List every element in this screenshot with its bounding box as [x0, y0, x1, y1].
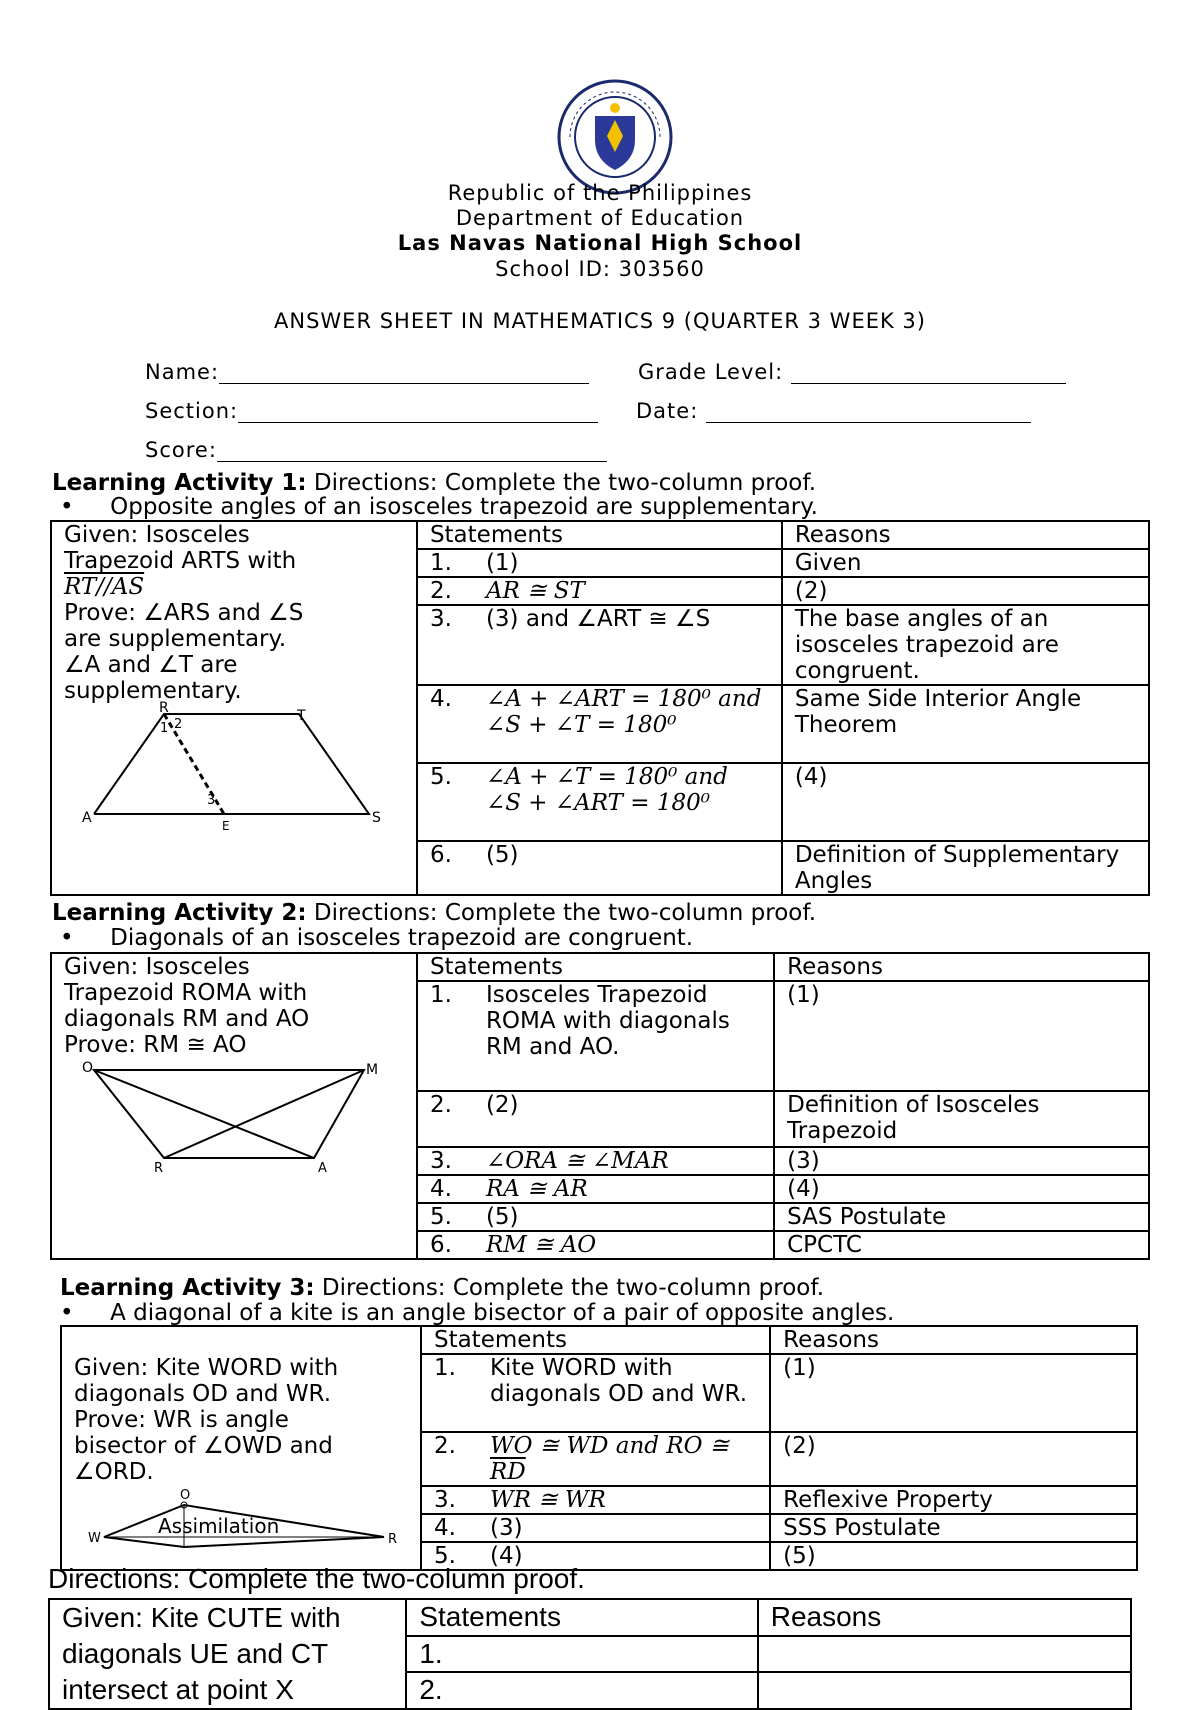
grade-level-field[interactable]	[638, 360, 1066, 384]
fig-label-r: R	[154, 1161, 164, 1176]
statement-cell: (3) and ∠ART ≅ ∠S	[485, 606, 711, 632]
row-number: 4.	[429, 686, 452, 712]
row-number: 2.	[433, 1433, 456, 1459]
activity3-bullet: • A diagonal of a kite is an angle bisector of a pair of opposite angles.	[60, 1300, 895, 1326]
statement-cell: WO ≅ WD and RO ≅ RD	[489, 1433, 730, 1485]
activity2-given-line: Prove: RM ≅ AO	[64, 1032, 247, 1058]
reason-cell: Same Side Interior Angle Theorem	[782, 685, 1149, 763]
activity3-bullet-text: A diagonal of a kite is an angle bisector of a pair of opposite angles.	[110, 1300, 895, 1326]
statement-cell: Kite WORD with diagonals OD and WR.	[489, 1355, 748, 1407]
activity1-given-line: Trapezoid ARTS with	[64, 548, 297, 574]
activity2-given	[51, 953, 417, 1259]
statement-cell: (5)	[485, 1204, 519, 1230]
activity3-given	[61, 1326, 421, 1570]
statement-cell: AR ≅ ST	[485, 578, 585, 604]
activity3-statements-header: Statements	[421, 1326, 770, 1354]
activity1-given-line: are supplementary.	[64, 626, 287, 652]
reason-cell: (1)	[774, 981, 1149, 1091]
fig-label-r: R	[388, 1532, 398, 1547]
reason-cell[interactable]	[758, 1672, 1131, 1709]
activity3-given-line: ∠ORD.	[74, 1459, 154, 1485]
reason-cell: (2)	[782, 577, 1149, 605]
activity4-table	[48, 1598, 1132, 1710]
reason-cell: The base angles of an isosceles trapezoid are congruent.	[782, 605, 1149, 685]
section-label: Section:	[145, 399, 239, 423]
kite-word-figure	[74, 1485, 404, 1555]
fig-label-o: O	[180, 1488, 191, 1503]
activity1-bullet-text: Opposite angles of an isosceles trapezoid are supplementary.	[110, 494, 818, 520]
date-label: Date:	[636, 399, 699, 423]
date-field[interactable]	[636, 399, 1031, 423]
activity3-given-line: diagonals OD and WR.	[74, 1381, 332, 1407]
statement-cell: (4)	[489, 1543, 523, 1569]
activity1-reasons-header: Reasons	[782, 521, 1149, 549]
fig-label-s: S	[372, 810, 381, 826]
activity1-given-line: Given: Isosceles	[64, 522, 250, 548]
grade-level-label: Grade Level:	[638, 360, 784, 384]
school-name: Las Navas National High School	[397, 231, 803, 255]
row-number: 3.	[429, 1148, 452, 1174]
activity3-given-line: Given: Kite WORD with	[74, 1355, 339, 1381]
row-number: 1.	[406, 1636, 757, 1673]
activity2-bullet-text: Diagonals of an isosceles trapezoid are congruent.	[110, 925, 694, 951]
reason-cell: CPCTC	[774, 1231, 1149, 1259]
reason-cell: (1)	[770, 1354, 1137, 1432]
row-number: 6.	[429, 842, 452, 868]
reason-cell: (2)	[770, 1432, 1137, 1486]
fig-label-e: E	[222, 819, 230, 833]
statement-cell: (3)	[489, 1515, 523, 1541]
row-number: 2.	[406, 1672, 757, 1709]
reason-cell: (4)	[782, 763, 1149, 841]
reason-cell: Reflexive Property	[770, 1486, 1137, 1514]
activity4-given-line: diagonals UE and CT	[62, 1638, 329, 1669]
statement-cell: RM ≅ AO	[485, 1232, 597, 1258]
activity3-heading	[60, 1275, 824, 1301]
activity4-given-line: intersect at point X	[62, 1674, 294, 1705]
activity3-directions: Directions: Complete the two-column proof.	[321, 1275, 825, 1301]
assimilation-watermark: Assimilation	[158, 1514, 280, 1538]
activity2-table	[50, 952, 1150, 1260]
trapezoid-roma-figure	[64, 1058, 394, 1176]
name-field[interactable]	[145, 360, 589, 384]
activity1-directions: Directions: Complete the two-column proof.	[313, 470, 817, 496]
score-label: Score:	[145, 438, 217, 462]
row-number: 6.	[429, 1232, 452, 1258]
reason-cell: SAS Postulate	[774, 1203, 1149, 1231]
republic-line: Republic of the Philippines	[447, 181, 753, 205]
activity1-statements-header: Statements	[417, 521, 782, 549]
reason-cell: Definition of Supplementary Angles	[782, 841, 1149, 895]
fig-label-r: R	[159, 700, 169, 716]
section-field[interactable]	[145, 399, 598, 423]
statement-cell: Isosceles Trapezoid ROMA with diagonals RM and AO.	[485, 982, 730, 1060]
statement-cell: (5)	[485, 842, 519, 868]
row-number: 2.	[429, 1092, 452, 1118]
fig-label-a: A	[318, 1161, 327, 1176]
activity2-given-line: Given: Isosceles	[64, 954, 250, 980]
statement-cell: ∠A + ∠ART = 180⁰ and ∠S + ∠T = 180⁰	[485, 686, 762, 738]
row-number: 5.	[429, 764, 452, 790]
statement-cell: (1)	[485, 550, 519, 576]
statement-cell: RA ≅ AR	[485, 1176, 588, 1202]
activity1-given-line: ∠A and ∠T are	[64, 652, 238, 678]
row-number: 1.	[429, 982, 452, 1008]
activity3-reasons-header: Reasons	[770, 1326, 1137, 1354]
fig-label-w: W	[88, 1531, 101, 1546]
reason-cell: (3)	[774, 1147, 1149, 1175]
row-number: 5.	[429, 1204, 452, 1230]
trapezoid-arts-figure	[64, 700, 394, 834]
activity3-table	[60, 1325, 1138, 1571]
school-id: School ID: 303560	[495, 257, 705, 281]
row-number: 5.	[433, 1543, 456, 1569]
row-number: 3.	[433, 1487, 456, 1513]
activity2-label: Learning Activity 2:	[52, 900, 307, 926]
activity4-given-line: Given: Kite CUTE with	[62, 1602, 341, 1633]
reason-cell: Given	[782, 549, 1149, 577]
activity1-given-line: Prove: ∠ARS and ∠S	[64, 600, 304, 626]
activity1-heading	[52, 470, 816, 496]
score-field[interactable]	[145, 438, 607, 462]
activity3-given-line: Prove: WR is angle	[74, 1407, 289, 1433]
fig-label-m: M	[366, 1062, 379, 1078]
activity3-label: Learning Activity 3:	[60, 1275, 315, 1301]
activity1-given	[51, 521, 417, 895]
activity2-heading	[52, 900, 816, 926]
reason-cell: (4)	[774, 1175, 1149, 1203]
activity1-given-line: RT//AS	[64, 574, 145, 600]
fig-label-o: O	[82, 1060, 94, 1076]
activity2-given-line: diagonals RM and AO	[64, 1006, 310, 1032]
statement-cell: (2)	[485, 1092, 519, 1118]
activity3-given-line: bisector of ∠OWD and	[74, 1433, 333, 1459]
deped-seal-icon	[556, 78, 674, 196]
page-title: ANSWER SHEET IN MATHEMATICS 9 (QUARTER 3 WEEK 3)	[274, 309, 926, 333]
activity4-directions: Directions: Complete the two-column proof.	[48, 1563, 585, 1594]
statement-cell: ∠A + ∠T = 180⁰ and ∠S + ∠ART = 180⁰	[485, 764, 728, 816]
activity1-bullet: • Opposite angles of an isosceles trapezoid are supplementary.	[60, 494, 818, 520]
activity1-given-line: supplementary.	[64, 678, 242, 704]
row-number: 1.	[429, 550, 452, 576]
activity4-given	[49, 1599, 406, 1709]
department-line: Department of Education	[455, 206, 745, 230]
reason-cell: (5)	[770, 1542, 1137, 1570]
statement-cell: WR ≅ WR	[489, 1487, 606, 1513]
fig-label-2: 2	[174, 717, 183, 732]
fig-label-3: 3	[207, 793, 216, 808]
activity1-table	[50, 520, 1150, 896]
fig-label-1: 1	[160, 721, 169, 736]
activity4-statements-header: Statements	[406, 1599, 757, 1636]
reason-cell: SSS Postulate	[770, 1514, 1137, 1542]
reason-cell[interactable]	[758, 1636, 1131, 1673]
activity2-given-line: Trapezoid ROMA with	[64, 980, 308, 1006]
row-number: 4.	[429, 1176, 452, 1202]
statement-cell: ∠ORA ≅ ∠MAR	[485, 1148, 669, 1174]
row-number: 4.	[433, 1515, 456, 1541]
activity2-statements-header: Statements	[417, 953, 774, 981]
row-number: 1.	[433, 1355, 456, 1381]
activity1-label: Learning Activity 1:	[52, 470, 307, 496]
reason-cell: Definition of Isosceles Trapezoid	[774, 1091, 1149, 1147]
name-label: Name:	[145, 360, 220, 384]
activity2-bullet: • Diagonals of an isosceles trapezoid are congruent.	[60, 925, 694, 951]
activity2-directions: Directions: Complete the two-column proof.	[313, 900, 817, 926]
activity2-reasons-header: Reasons	[774, 953, 1149, 981]
fig-label-a: A	[82, 810, 92, 826]
row-number: 3.	[429, 606, 452, 632]
activity4-reasons-header: Reasons	[758, 1599, 1131, 1636]
fig-label-t: T	[297, 708, 306, 724]
row-number: 2.	[429, 578, 452, 604]
